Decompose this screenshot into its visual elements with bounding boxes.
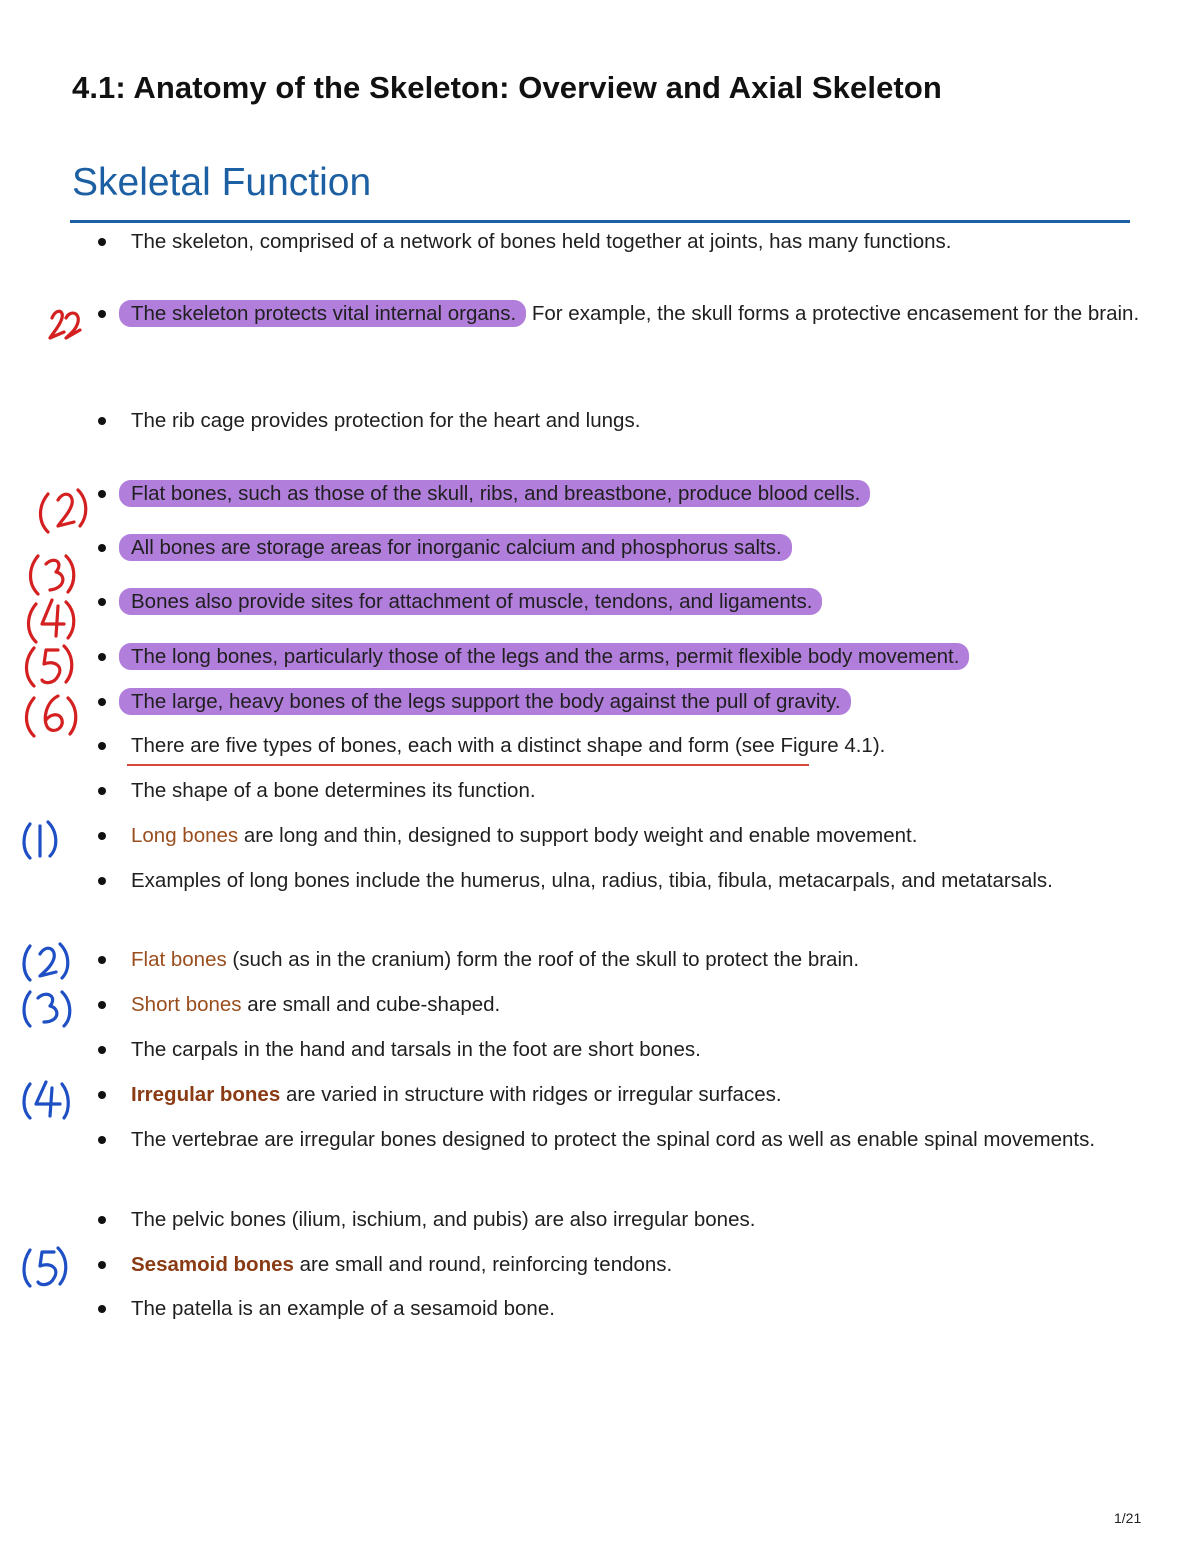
highlighted-text: Flat bones, such as those of the skull, ribs, and breastbone, produce blood cells.: [119, 480, 870, 507]
highlighted-text: The long bones, particularly those of the legs and the arms, permit flexible body movement.: [119, 643, 969, 670]
highlighted-text: Bones also provide sites for attachment of muscle, tendons, and ligaments.: [119, 588, 822, 615]
bone-type-term: Flat bones: [131, 948, 227, 971]
list-item: The patella is an example of a sesamoid bone.: [131, 1292, 1151, 1326]
handwritten-mark: [50, 311, 80, 338]
bullet-icon: [98, 1136, 106, 1144]
list-item: The pelvic bones (ilium, ischium, and pubis) are also irregular bones.: [131, 1203, 1151, 1237]
list-item: [131, 685, 1151, 719]
list-item: The rib cage provides protection for the heart and lungs.: [131, 404, 1151, 438]
list-item: [131, 640, 1151, 674]
list-item: Long bones are long and thin, designed to support body weight and enable movement.: [131, 819, 1151, 853]
bullet-icon: [98, 1091, 106, 1099]
bullet-icon: [98, 598, 106, 606]
list-item: Examples of long bones include the humerus, ulna, radius, tibia, fibula, metacarpals, and metatarsals.: [131, 864, 1151, 897]
list-item: Short bones are small and cube-shaped.: [131, 988, 1151, 1022]
bullet-icon: [98, 1261, 106, 1269]
bullet-icon: [98, 832, 106, 840]
list-item: Sesamoid bones are small and round, reinforcing tendons.: [131, 1248, 1151, 1282]
highlighted-text: The skeleton protects vital internal organs.: [119, 300, 526, 327]
handwritten-mark: [24, 822, 56, 858]
handwritten-underline: [127, 764, 809, 766]
bullet-icon: [98, 417, 106, 425]
bone-type-term: Irregular bones: [131, 1083, 281, 1106]
highlighted-text: The large, heavy bones of the legs support the body against the pull of gravity.: [119, 688, 851, 715]
handwritten-mark: [24, 992, 70, 1026]
bullet-icon: [98, 1216, 106, 1224]
list-item: [131, 531, 1151, 565]
list-item: The skeleton protects vital internal organs. For example, the skull forms a protective encasement for the brain.: [131, 297, 1151, 331]
list-item: The shape of a bone determines its function.: [131, 774, 1151, 808]
handwritten-mark: [29, 600, 74, 642]
section-heading: Skeletal Function: [72, 161, 372, 204]
highlighted-text: All bones are storage areas for inorganic calcium and phosphorus salts.: [119, 534, 792, 561]
bullet-icon: [98, 877, 106, 885]
bullet-icon: [98, 238, 106, 246]
list-item: Flat bones (such as in the cranium) form the roof of the skull to protect the brain.: [131, 943, 1151, 977]
page-number: 1/21: [1114, 1510, 1142, 1526]
bullet-icon: [98, 698, 106, 706]
handwritten-mark: [24, 1082, 68, 1118]
list-item: The vertebrae are irregular bones designed to protect the spinal cord as well as enable spinal movements.: [131, 1123, 1151, 1157]
bullet-icon: [98, 1046, 106, 1054]
document-title: 4.1: Anatomy of the Skeleton: Overview and Axial Skeleton: [72, 70, 942, 105]
list-item: There are five types of bones, each with a distinct shape and form (see Figure 4.1).: [131, 729, 1151, 763]
bullet-icon: [98, 956, 106, 964]
bullet-icon: [98, 490, 106, 498]
list-item: Irregular bones are varied in structure with ridges or irregular surfaces.: [131, 1078, 1151, 1112]
bullet-icon: [98, 1001, 106, 1009]
bullet-icon: [98, 742, 106, 750]
section-divider: [70, 220, 1130, 223]
handwritten-mark: [27, 696, 76, 736]
list-item: The skeleton, comprised of a network of bones held together at joints, has many functions.: [131, 225, 1151, 259]
list-item: [131, 477, 1151, 511]
handwritten-mark: [31, 556, 74, 594]
handwritten-mark: [24, 1248, 66, 1286]
bone-type-term: Sesamoid bones: [131, 1253, 294, 1276]
bullet-icon: [98, 653, 106, 661]
bullet-icon: [98, 787, 106, 795]
list-item: [131, 585, 1151, 619]
handwritten-mark: [41, 490, 86, 532]
bone-type-term: Long bones: [131, 824, 239, 847]
bullet-icon: [98, 544, 106, 552]
list-item: The carpals in the hand and tarsals in the foot are short bones.: [131, 1033, 1151, 1067]
bone-type-term: Short bones: [131, 993, 242, 1016]
bullet-icon: [98, 310, 106, 318]
handwritten-mark: [24, 944, 68, 980]
bullet-icon: [98, 1305, 106, 1313]
handwritten-mark: [27, 646, 72, 686]
